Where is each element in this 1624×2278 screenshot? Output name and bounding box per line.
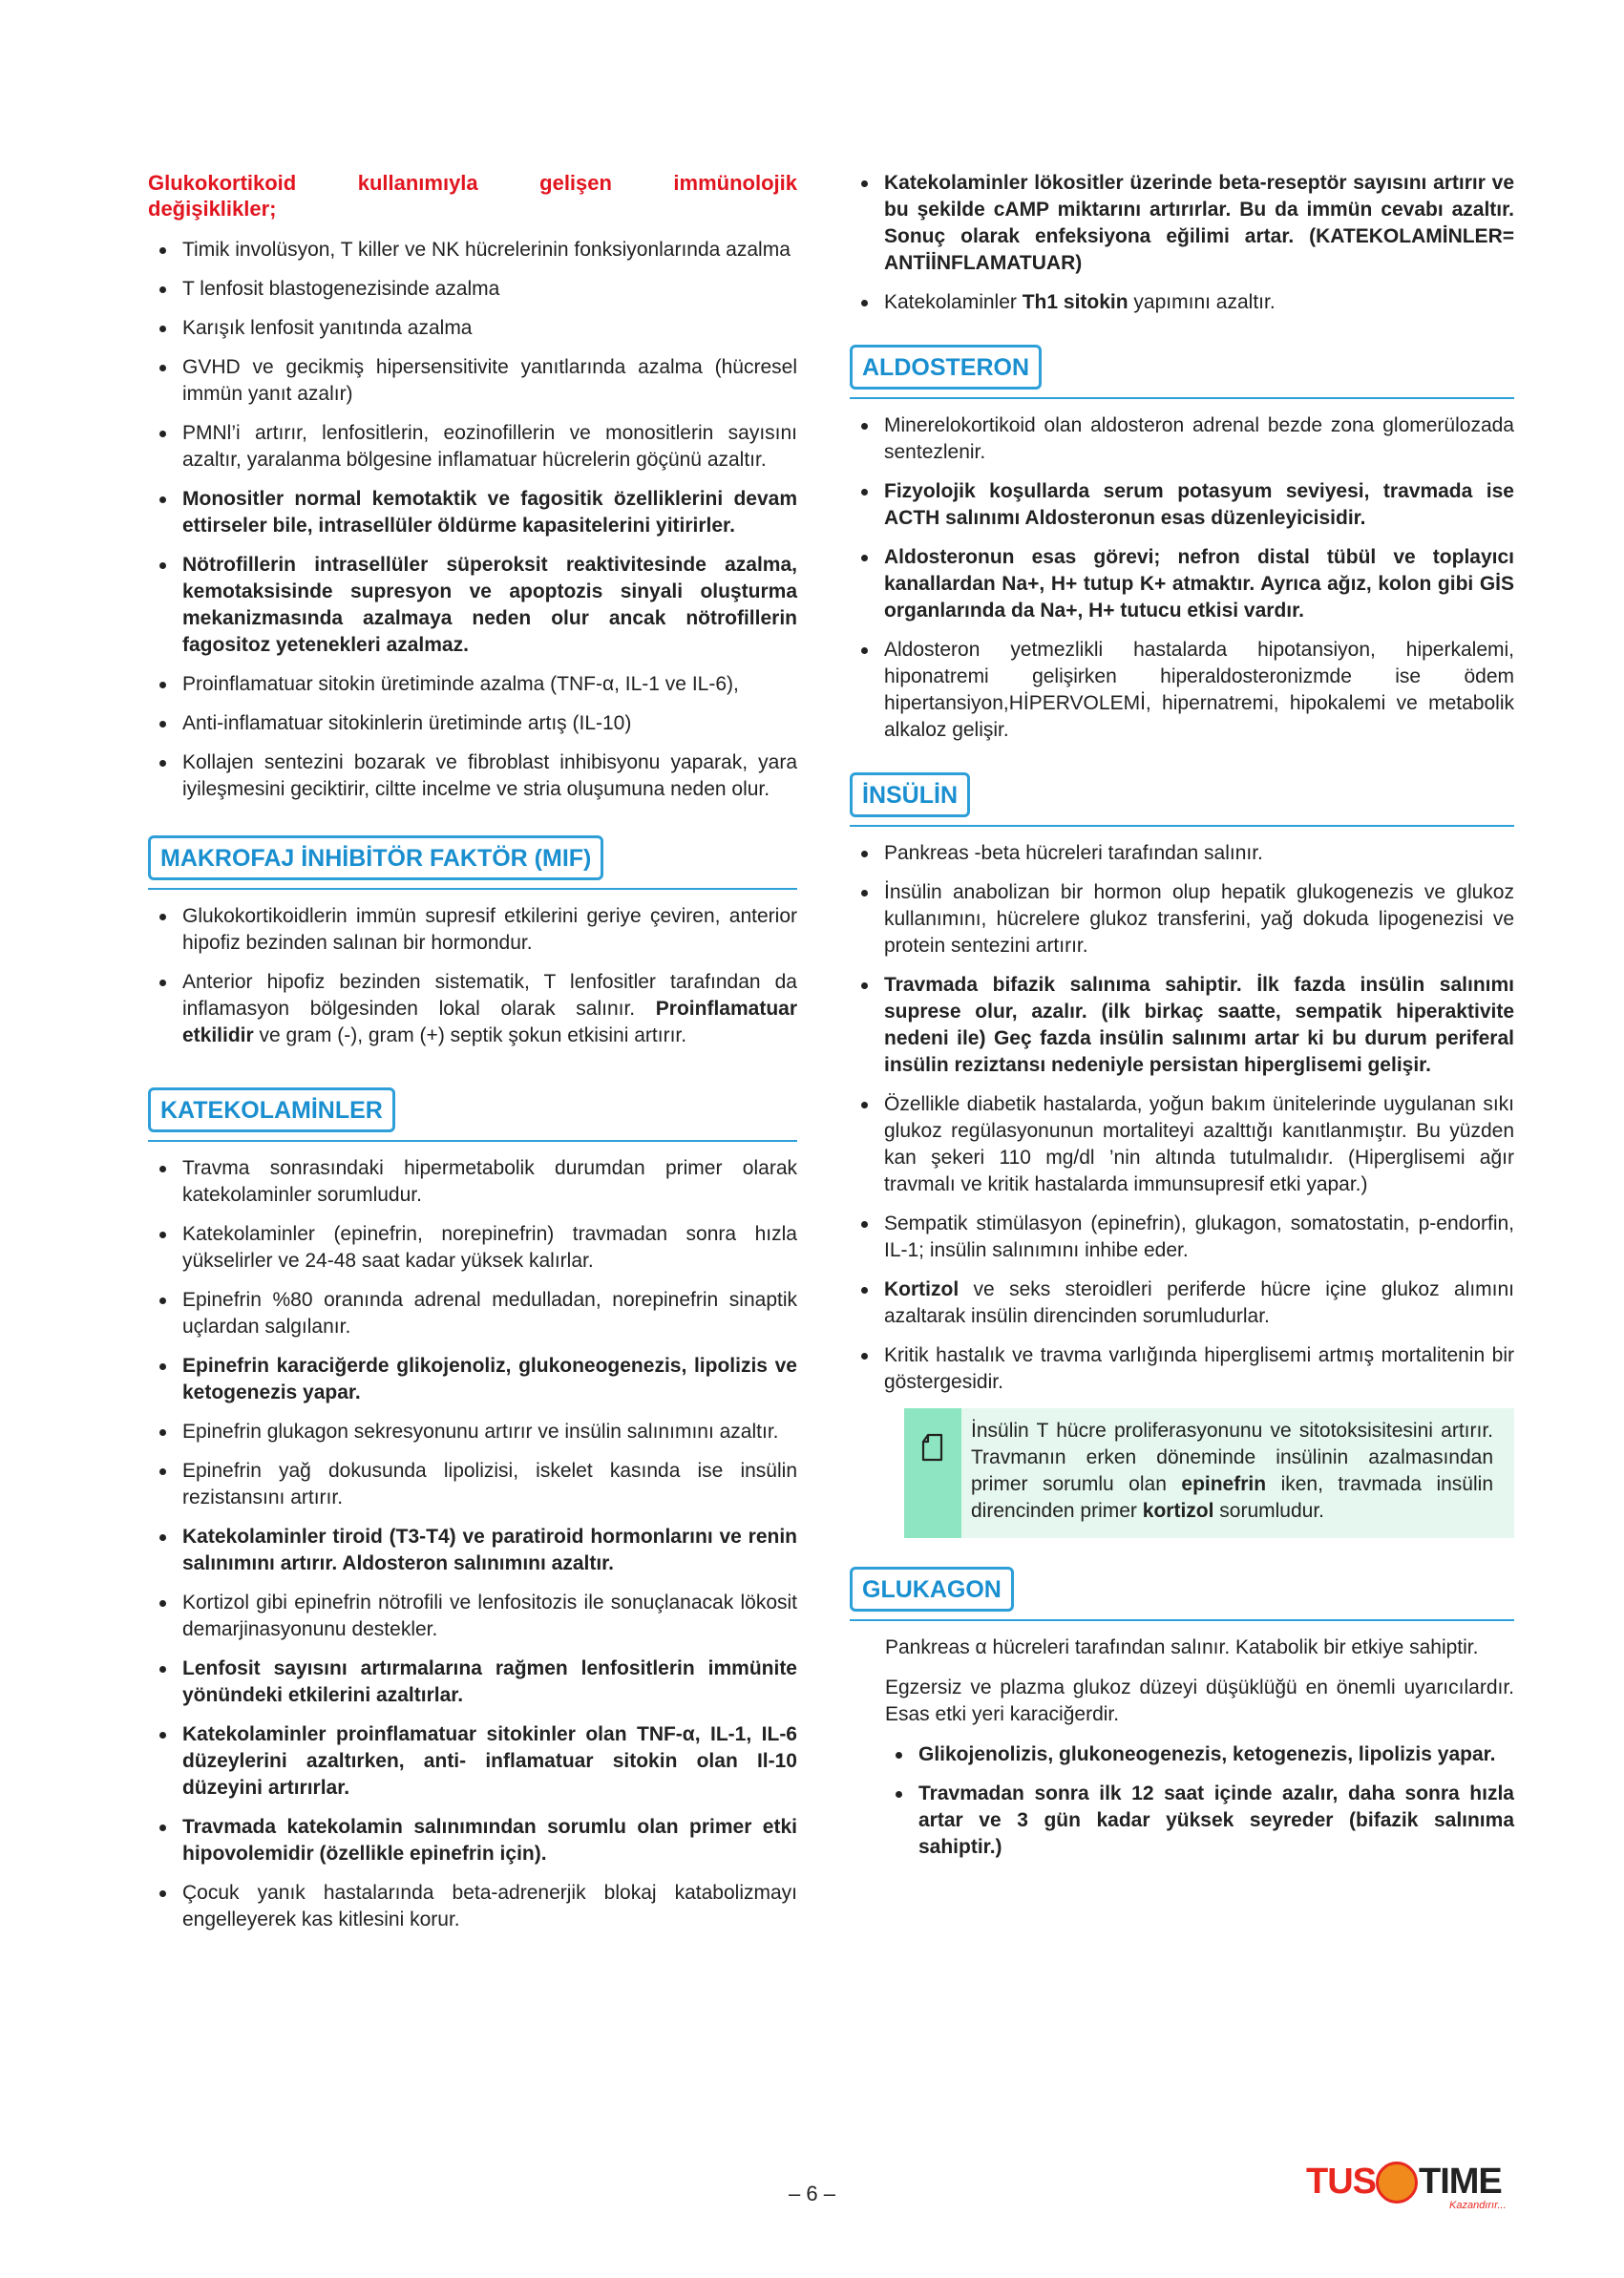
list-item: Fizyolojik koşullarda serum potasyum seviyesi, travmada ise ACTH salınımı Aldosteronun esas düzenleyicisidir. <box>850 478 1514 532</box>
catecholamine-list <box>148 1155 797 1933</box>
mif-section <box>148 835 797 1049</box>
mif-heading: MAKROFAJ İNHİBİTÖR FAKTÖR (MIF) <box>148 835 603 880</box>
page-number: – 6 – <box>789 2182 835 2205</box>
list-item: Epinefrin karaciğerde glikojenoliz, glukoneogenezis, lipolizis ve ketogenezis yapar. <box>148 1353 797 1406</box>
note-text-part: sorumludur. <box>1213 1500 1324 1522</box>
list-item: Travmada katekolamin salınımından sorumlu olan primer etki hipovolemidir (özellikle epinefrin için). <box>148 1814 797 1867</box>
list-item <box>850 1276 1514 1330</box>
list-item: Nötrofillerin intrasellüler süperoksit reaktivitesinde azalma, kemotaksisinde supresyon ve apoptozis sinyali oluşturma mekanizmasında azalmaya neden olur ancak nötrofillerin fagositoz yetenekleri azalmaz. <box>148 552 797 659</box>
list-item: Kortizol gibi epinefrin nötrofili ve lenfositozis ile sonuçlanacak lökosit demarjinasyonunu destekler. <box>148 1590 797 1643</box>
list-item: Kritik hastalık ve travma varlığında hiperglisemi artmış mortalitenin bir göstergesidir. <box>850 1342 1514 1396</box>
list-item: GVHD ve gecikmiş hipersensitivite yanıtlarında azalma (hücresel immün yanıt azalır) <box>148 354 797 408</box>
logo-word-left: TUS <box>1306 2162 1376 2202</box>
note-text-bold: kortizol <box>1142 1500 1214 1522</box>
glucagon-list <box>884 1741 1514 1861</box>
list-item: Kollajen sentezini bozarak ve fibroblast inhibisyonu yaparak, yara iyileşmesini geciktirir, ciltte incelme ve stria oluşumuna neden olur. <box>148 749 797 803</box>
glucagon-paragraph-2: Egzersiz ve plazma glukoz düzeyi düşüklüğü en önemli uyarıcılardır. Esas etki yeri karaciğerdir. <box>885 1677 1514 1725</box>
list-item: Katekolaminler tiroid (T3-T4) ve paratiroid hormonlarını ve renin salınımını artırır. Aldosteron salınımını azaltır. <box>148 1524 797 1577</box>
list-item: Özellikle diabetik hastalarda, yoğun bakım ünitelerinde uygulanan sıkı glukoz regülasyonunun mortaliteyi azalttığı kanıtlanmıştır. Bu yüzden kan şekeri 110 mg/dl ’nin altında tutulmalıdır. (Hiperglisemi ağır travmalı ve kritik hastalarda immunsupresif etki yapar.) <box>850 1091 1514 1198</box>
list-item <box>148 969 797 1049</box>
catecholamine-continued-list <box>850 170 1514 316</box>
list-item: T lenfosit blastogenezisinde azalma <box>148 276 797 303</box>
note-text <box>961 1408 1514 1538</box>
list-item-bold: Proinflamatuar etkilidir <box>182 998 797 1046</box>
list-item: Glikojenolizis, glukoneogenezis, ketogenezis, lipolizis yapar. <box>884 1741 1514 1768</box>
list-item: Travmadan sonra ilk 12 saat içinde azalır, daha sonra hızla artar ve 3 gün kadar yüksek seyreder (bifazik salınıma sahiptir.) <box>884 1781 1514 1861</box>
list-item: Anti-inflamatuar sitokinlerin üretiminde artış (IL-10) <box>148 710 797 737</box>
list-item: Timik involüsyon, T killer ve NK hücrelerinin fonksiyonlarında azalma <box>148 237 797 264</box>
note-side-bar <box>904 1408 961 1538</box>
brand-logo <box>1306 2160 1516 2217</box>
list-item: Epinefrin yağ dokusunda lipolizisi, iskelet kasında ise insülin rezistansını artırır. <box>148 1458 797 1511</box>
catecholamine-heading: KATEKOLAMİNLER <box>148 1087 395 1132</box>
list-item-text: yapımını azaltır. <box>1128 291 1276 313</box>
list-item: Glukokortikoidlerin immün supresif etkilerini geriye çeviren, anterior hipofiz bezinden salınan bir hormondur. <box>148 903 797 957</box>
glucocorticoid-title <box>148 170 797 221</box>
aldosterone-section <box>850 345 1514 744</box>
insulin-note-box <box>904 1408 1514 1538</box>
list-item: Aldosteronun esas görevi; nefron distal tübül ve toplayıcı kanallardan Na+, H+ tutup K+ atmaktır. Ayrıca ağız, kolon gibi GİS organlarında da Na+, H+ tutucu etkisi vardır. <box>850 544 1514 624</box>
clock-logo-icon <box>1376 2162 1418 2204</box>
list-item: Katekolaminler proinflamatuar sitokinler olan TNF-α, IL-1, IL-6 düzeylerini azaltırken, anti- inflamatuar sitokin olan Il-10 düzeyini artırırlar. <box>148 1721 797 1802</box>
list-item-text: ve gram (-), gram (+) septik şokun etkisini artırır. <box>253 1024 687 1046</box>
list-item: Monositler normal kemotaktik ve fagositik özelliklerini devam ettirseler bile, intrasellüler öldürme kapasitelerini yitirirler. <box>148 486 797 539</box>
right-column <box>850 170 1514 1873</box>
list-item-text: ve seks steroidleri periferde hücre içine glukoz alımını azaltarak insülin direncinden sorumludurlar. <box>884 1278 1514 1327</box>
glucocorticoid-title-line1: Glukokortikoid kullanımıyla gelişen immünolojik <box>148 171 797 195</box>
glucagon-section <box>850 1567 1514 1861</box>
list-item: Katekolaminler (epinefrin, norepinefrin) travmadan sonra hızla yükselirler ve 24-48 saat kadar yüksek kalırlar. <box>148 1221 797 1275</box>
list-item: Travmada bifazik salınıma sahiptir. İlk fazda insülin salınımı suprese olur, azalır. (ilk birkaç saatte, sempatik hiperaktivite nedeni ile) Geç fazda insülin salınımı artar ki bu durum periferal insülin reziztansı nedeniyle persistan hiperglisemi gelişir. <box>850 972 1514 1079</box>
note-page-icon <box>920 1433 945 1538</box>
glucocorticoid-title-line2: değişiklikler; <box>148 197 277 221</box>
mif-list <box>148 903 797 1049</box>
logo-tagline: Kazandırır... <box>1449 2200 1507 2211</box>
list-item: PMNl’i artırır, lenfositlerin, eozinofillerin ve monositlerin sayısını azaltır, yaralanma bölgesine inflamatuar hücrelerin göçünü azaltır. <box>148 420 797 474</box>
insulin-section <box>850 772 1514 1538</box>
list-item: Aldosteron yetmezlikli hastalarda hipotansiyon, hiperkalemi, hiponatremi gelişirken hiperaldosteronizmde ise ödem hipertansiyon,HİPERVOLEMİ, hipernatremi, hipokalemi ve metabolik alkaloz gelişir. <box>850 637 1514 744</box>
catecholamine-section <box>148 1087 797 1933</box>
note-text-part: iken, travmada insülin direncinden primer <box>971 1473 1493 1522</box>
list-item-bold: Kortizol <box>884 1278 960 1300</box>
list-item: Pankreas -beta hücreleri tarafından salınır. <box>850 840 1514 867</box>
insulin-list <box>850 840 1514 1396</box>
list-item: Çocuk yanık hastalarında beta-adrenerjik blokaj katabolizmayı engelleyerek kas kitlesini korur. <box>148 1880 797 1933</box>
glucagon-paragraph-1: Pankreas α hücreleri tarafından salınır. Katabolik bir etkiye sahiptir. <box>885 1636 1479 1658</box>
list-item: Epinefrin glukagon sekresyonunu artırır ve insülin salınımını azaltır. <box>148 1419 797 1445</box>
aldosterone-list <box>850 412 1514 744</box>
insulin-heading-wrap <box>850 772 1514 827</box>
insulin-heading: İNSÜLİN <box>850 772 970 817</box>
list-item: Proinflamatuar sitokin üretiminde azalma (TNF-α, IL-1 ve IL-6), <box>148 671 797 698</box>
glucagon-heading: GLUKAGON <box>850 1567 1014 1612</box>
logo-word-right: TIME <box>1419 2162 1502 2202</box>
list-item <box>850 289 1514 316</box>
list-item: Lenfosit sayısını artırmalarına rağmen lenfositlerin immünite yönündeki etkilerini azaltırlar. <box>148 1656 797 1709</box>
list-item-text: Katekolaminler <box>884 291 1023 313</box>
list-item-bold: Th1 sitokin <box>1022 291 1128 313</box>
mif-heading-wrap <box>148 835 797 890</box>
left-column <box>148 170 797 1946</box>
list-item: Minerelokortikoid olan aldosteron adrenal bezde zona glomerülozada sentezlenir. <box>850 412 1514 466</box>
aldosterone-heading: ALDOSTERON <box>850 345 1042 390</box>
note-text-part: İnsülin T hücre proliferasyonunu ve sitotoksisitesini artırır. Travmanın erken döneminde insülinin azalmasından primer sorumlu olan <box>971 1420 1493 1495</box>
list-item: Karışık lenfosit yanıtında azalma <box>148 315 797 342</box>
list-item-text: Anterior hipofiz bezinden sistematik, T lenfositler tarafından da inflamasyon bölgesinden lokal olarak salınır. <box>182 971 797 1020</box>
glucagon-heading-wrap <box>850 1567 1514 1621</box>
list-item: Katekolaminler lökositler üzerinde beta-reseptör sayısını artırır ve bu şekilde cAMP miktarını artırırlar. Bu da immün cevabı azaltır. Sonuç olarak enfeksiyona eğilimi artar. (KATEKOLAMİNLER= ANTİİNFLAMATUAR) <box>850 170 1514 277</box>
list-item: Sempatik stimülasyon (epinefrin), glukagon, somatostatin, p-endorfin, IL-1; insülin salınımını inhibe eder. <box>850 1211 1514 1264</box>
catecholamine-heading-wrap <box>148 1087 797 1142</box>
list-item: Travma sonrasındaki hipermetabolik durumdan primer olarak katekolaminler sorumludur. <box>148 1155 797 1209</box>
glucocorticoid-list <box>148 237 797 803</box>
list-item: İnsülin anabolizan bir hormon olup hepatik glukogenezis ve glukoz kullanımını, hücrelere glukoz transferini, yağ dokuda lipogenezisi ve protein sentezini artırır. <box>850 879 1514 960</box>
note-text-bold: epinefrin <box>1181 1473 1267 1495</box>
list-item: Epinefrin %80 oranında adrenal medulladan, norepinefrin sinaptik uçlardan salgılanır. <box>148 1287 797 1340</box>
aldosterone-heading-wrap <box>850 345 1514 399</box>
